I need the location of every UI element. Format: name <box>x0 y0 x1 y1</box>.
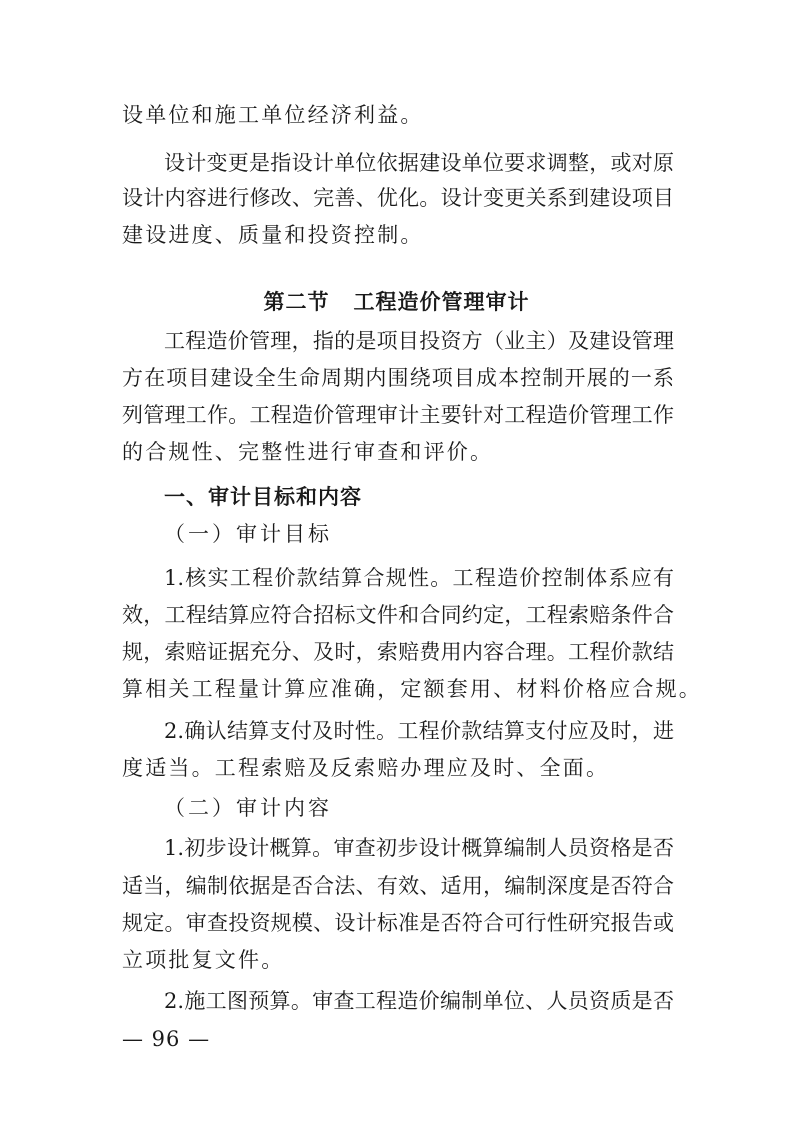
paragraph-line: 设计内容进行修改、完善、优化。设计变更关系到建设项目 <box>122 186 674 210</box>
paragraph-line: 列管理工作。工程造价管理审计主要针对工程造价管理工作 <box>122 403 674 427</box>
paragraph-line: 适当，编制依据是否合法、有效、适用，编制深度是否符合 <box>122 874 674 898</box>
paragraph-line: 建设进度、质量和投资控制。 <box>122 223 424 247</box>
paragraph-line: 2.施工图预算。审查工程造价编制单位、人员资质是否 <box>164 989 674 1013</box>
paragraph-line: 1.核实工程价款结算合规性。工程造价控制体系应有 <box>164 566 674 590</box>
paragraph-line: 度适当。工程索赔及反索赔办理应及时、全面。 <box>122 756 610 780</box>
paragraph-line: 的合规性、完整性进行审查和评价。 <box>122 440 494 464</box>
paragraph-line: 算相关工程量计算应准确，定额套用、材料价格应合规。 <box>122 677 702 701</box>
heading-level-1: 一、审计目标和内容 <box>164 485 362 509</box>
paragraph-line: 规，索赔证据充分、及时，索赔费用内容合理。工程价款结 <box>122 640 674 664</box>
paragraph-line: 设单位和施工单位经济利益。 <box>122 103 424 127</box>
paragraph-line: 2.确认结算支付及时性。工程价款结算支付应及时，进 <box>164 719 674 743</box>
paragraph-line: 规定。审查投资规模、设计标准是否符合可行性研究报告或 <box>122 911 674 935</box>
paragraph-line: 立项批复文件。 <box>122 948 285 972</box>
heading-level-2: （二）审计内容 <box>164 796 332 820</box>
paragraph-line: 方在项目建设全生命周期内围绕项目成本控制开展的一系 <box>122 366 674 390</box>
section-heading <box>0 287 793 317</box>
paragraph-line: 设计变更是指设计单位依据建设单位要求调整，或对原 <box>164 151 674 175</box>
paragraph-line: 工程造价管理，指的是项目投资方（业主）及建设管理 <box>164 329 674 353</box>
paragraph-line: 效，工程结算应符合招标文件和合同约定，工程索赔条件合 <box>122 603 674 627</box>
section-number: 第二节 <box>263 290 330 314</box>
section-title: 工程造价管理审计 <box>353 290 530 314</box>
page-number: — 96 — <box>122 1027 211 1051</box>
heading-level-2: （一）审计目标 <box>164 522 332 546</box>
paragraph-line: 1.初步设计概算。审查初步设计概算编制人员资格是否 <box>164 836 674 860</box>
